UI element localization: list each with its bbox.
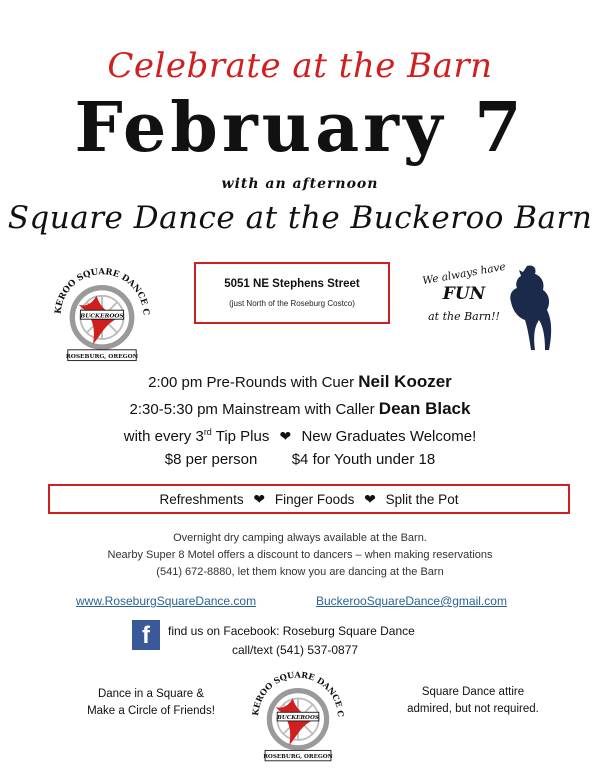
friends-note-line-2: Make a Circle of Friends! xyxy=(87,705,215,717)
call-text: call/text (541) 537-0877 xyxy=(232,643,359,657)
heart-icon: ❤ xyxy=(279,428,292,444)
attire-note xyxy=(388,684,558,718)
fun-line-1: We always have xyxy=(421,260,507,288)
mainstream-prefix: 2:30-5:30 pm Mainstream with Caller xyxy=(129,401,379,418)
fun-note xyxy=(418,260,510,323)
price-adult: $8 per person xyxy=(164,451,258,468)
address-note: (just North of the Roseburg Costco) xyxy=(229,299,355,308)
refreshments-item: Refreshments xyxy=(159,492,244,507)
schedule-rounds xyxy=(0,372,600,392)
logo-club-name: KEROO SQUARE DANCE C xyxy=(53,267,151,316)
event-date: February 7 xyxy=(74,88,526,168)
friends-note-line-1: Dance in a Square & xyxy=(97,688,205,700)
attire-note-line-2: admired, but not required. xyxy=(407,703,539,715)
email-link[interactable]: BuckerooSquareDance@gmail.com xyxy=(316,594,507,608)
facebook-icon[interactable]: f xyxy=(132,620,160,650)
bucking-horse-icon xyxy=(505,262,557,354)
address-street: 5051 NE Stephens Street xyxy=(224,278,360,290)
rounds-prefix: 2:00 pm Pre-Rounds with Cuer xyxy=(148,374,359,391)
logo-location: ROSEBURG, OREGON xyxy=(65,353,139,360)
fun-line-2: FUN xyxy=(442,284,486,304)
schedule-mainstream xyxy=(0,399,600,419)
caller-name: Dean Black xyxy=(378,399,471,418)
attire-note-line-1: Square Dance attire xyxy=(421,686,525,698)
finger-foods-item: Finger Foods xyxy=(274,492,355,507)
heart-icon: ❤ xyxy=(253,491,266,507)
tip-sup: rd xyxy=(203,427,212,437)
subline: with an afternoon xyxy=(221,176,379,192)
logo-club-name: KEROO SQUARE DANCE C xyxy=(250,669,346,718)
club-logo xyxy=(48,258,156,366)
headline: Celebrate at the Barn xyxy=(107,46,493,86)
fun-line-3: at the Barn!! xyxy=(428,310,500,323)
schedule-price xyxy=(0,451,600,468)
website-link[interactable]: www.RoseburgSquareDance.com xyxy=(76,594,257,608)
facebook-text: find us on Facebook: Roseburg Square Dance xyxy=(168,624,415,638)
address-box xyxy=(194,262,390,324)
camping-info: Overnight dry camping always available at the Barn. xyxy=(173,532,427,544)
event-title: Square Dance at the Buckeroo Barn xyxy=(7,200,593,236)
tip-suffix: Tip Plus xyxy=(211,428,270,445)
refreshments-box xyxy=(48,484,570,514)
logo-banner: BUCKEROOS xyxy=(277,715,319,722)
cuer-name: Neil Koozer xyxy=(358,372,452,391)
price-youth: $4 for Youth under 18 xyxy=(291,451,436,468)
motel-phone-info: (541) 672-8880, let them know you are dancing at the Barn xyxy=(156,566,444,578)
tip-prefix: with every 3 xyxy=(123,428,204,445)
split-pot-item: Split the Pot xyxy=(385,492,459,507)
graduates-note: New Graduates Welcome! xyxy=(301,428,477,445)
heart-icon: ❤ xyxy=(364,491,376,507)
logo-banner: BUCKEROOS xyxy=(80,313,124,320)
motel-info: Nearby Super 8 Motel offers a discount to dancers – when making reservations xyxy=(107,549,493,561)
club-logo-bottom xyxy=(246,662,350,766)
schedule-tip xyxy=(0,427,600,445)
logo-location: ROSEBURG, OREGON xyxy=(263,754,333,761)
friends-note xyxy=(66,686,236,720)
